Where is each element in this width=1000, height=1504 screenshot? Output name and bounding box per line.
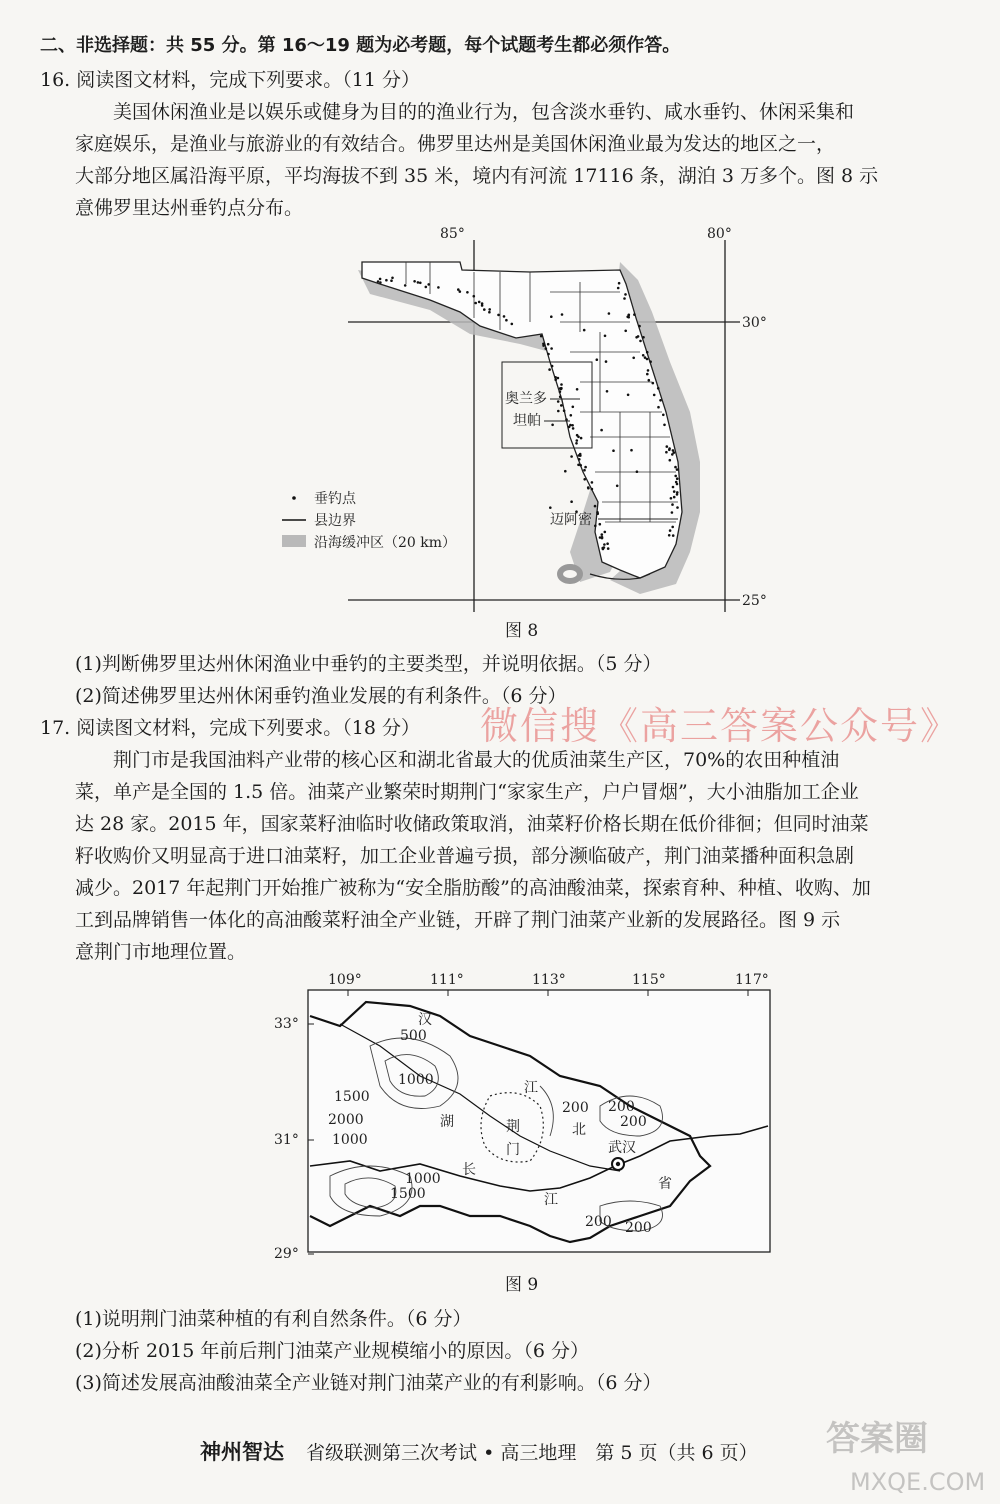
- fishing-point: [594, 525, 597, 528]
- q16-para-line: 大部分地区属沿海平原，平均海拔不到 35 米，境内有河流 17116 条，湖泊 3 万多个。图 8 示: [75, 165, 879, 187]
- fishing-point: [633, 313, 636, 316]
- fishing-point: [600, 429, 603, 432]
- contour-label: 200: [608, 1099, 635, 1115]
- map-char: 长: [462, 1162, 476, 1178]
- fishing-point: [572, 406, 575, 409]
- fishing-point: [636, 470, 639, 473]
- contour-label: 500: [400, 1028, 427, 1044]
- fishing-point: [511, 323, 514, 326]
- fishing-point: [637, 335, 640, 338]
- fishing-point: [474, 302, 477, 305]
- fishing-point: [676, 506, 679, 509]
- lat-label: 33°: [274, 1016, 299, 1032]
- fishing-point: [550, 315, 553, 318]
- lon-label: 117°: [735, 972, 769, 988]
- lon-label: 113°: [532, 972, 566, 988]
- q17-para-line: 达 28 家。2015 年，国家菜籽油临时收储政策取消，油菜籽价格长期在低价徘徊；但同时油菜: [75, 813, 869, 835]
- fishing-point: [478, 301, 481, 304]
- q16-para-line: 美国休闲渔业是以娱乐或健身为目的的渔业行为，包含淡水垂钓、咸水垂钓、休闲采集和: [113, 101, 855, 123]
- fishing-point: [591, 488, 594, 491]
- fishing-point: [657, 387, 660, 390]
- fishing-point: [604, 335, 607, 338]
- contour-label: 200: [585, 1214, 612, 1230]
- fishing-point: [540, 335, 543, 338]
- fishing-point: [630, 449, 633, 452]
- q17-sub-question: (3)简述发展高油酸油菜全产业链对荆门油菜产业的有利影响。（6 分）: [75, 1372, 662, 1394]
- map-char: 北: [572, 1122, 586, 1138]
- fishing-point: [551, 424, 554, 427]
- lon-label-85: 85°: [440, 226, 465, 242]
- fishing-point: [575, 442, 578, 445]
- fishing-point: [578, 458, 581, 461]
- fishing-point: [601, 536, 604, 539]
- fishing-point: [557, 400, 560, 403]
- map-frame: [308, 990, 770, 1252]
- fishing-point: [559, 396, 562, 399]
- legend-point-label: 垂钓点: [314, 491, 356, 507]
- fishing-point: [671, 503, 674, 506]
- map-char-jing: 荆: [506, 1119, 520, 1135]
- fishing-point: [417, 281, 420, 284]
- fishing-point: [560, 383, 563, 386]
- footer-text: 省级联测第三次考试 • 高三地理 第 5 页（共 6 页）: [306, 1442, 758, 1464]
- q16-para-line: 家庭娱乐，是渔业与旅游业的有效结合。佛罗里达州是美国休闲渔业最为发达的地区之一，: [75, 133, 836, 155]
- contour-label: 1500: [334, 1089, 370, 1105]
- fishing-point: [591, 481, 594, 484]
- contour-label: 2000: [328, 1112, 364, 1128]
- fishing-point: [639, 340, 642, 343]
- fishing-point: [391, 277, 394, 280]
- fishing-point: [570, 455, 573, 458]
- map-char: 江: [524, 1080, 538, 1096]
- fishing-point: [596, 511, 599, 514]
- fishing-point: [674, 466, 677, 469]
- fishing-point: [603, 543, 606, 546]
- fishing-point: [419, 282, 422, 285]
- fishing-point: [554, 376, 557, 379]
- fishing-point: [601, 533, 604, 536]
- page-footer: [200, 1436, 758, 1466]
- figure-8-caption: 图 8: [505, 621, 539, 641]
- map-char-men: 门: [506, 1142, 520, 1158]
- fishing-point: [642, 336, 645, 339]
- fishing-point: [638, 325, 641, 328]
- fishing-point: [413, 280, 416, 283]
- contour-label: 200: [562, 1100, 589, 1116]
- q17-para-line: 工到品牌销售一体化的高油酸菜籽油全产业链，开辟了荆门油菜产业新的发展路径。图 9 示: [75, 909, 841, 931]
- fishing-point: [481, 302, 484, 305]
- fishing-point: [559, 390, 562, 393]
- fishing-point: [583, 329, 586, 332]
- fishing-point: [569, 424, 572, 427]
- fishing-point: [579, 464, 582, 467]
- fishing-point: [560, 388, 563, 391]
- fishing-point: [390, 279, 393, 282]
- fishing-point: [572, 427, 575, 430]
- fishing-point: [377, 280, 380, 283]
- fishing-point: [427, 283, 430, 286]
- legend-buffer-icon: [282, 535, 306, 547]
- figure-9-caption: 图 9: [505, 1275, 539, 1295]
- fishing-point: [379, 281, 382, 284]
- fishing-point: [616, 485, 619, 488]
- florida-map: [280, 222, 800, 622]
- fishing-point: [580, 437, 583, 440]
- fishing-point: [605, 360, 608, 363]
- fishing-point: [646, 373, 649, 376]
- fishing-point: [551, 365, 554, 368]
- fishing-point: [557, 377, 560, 380]
- fishing-point: [662, 414, 665, 417]
- watermark-logo-text: 答案圈: [826, 1419, 928, 1459]
- fishing-point: [488, 308, 491, 311]
- fishing-point: [627, 394, 630, 397]
- fishing-point: [647, 369, 650, 372]
- q17-para-line: 菜，单产是全国的 1.5 倍。油菜产业繁荣时期荆门“家家生产，户户冒烟”，大小油脂加工企业: [75, 781, 859, 803]
- fishing-point: [571, 424, 574, 427]
- contour-label: 200: [625, 1220, 652, 1236]
- fishing-point: [642, 354, 645, 357]
- hubei-map: [270, 966, 790, 1276]
- fishing-point: [671, 526, 674, 529]
- lat-label: 29°: [274, 1246, 299, 1262]
- buffer-island: [560, 567, 580, 581]
- fishing-point: [596, 358, 599, 361]
- map-char: 江: [544, 1192, 558, 1208]
- legend-point-icon: [292, 496, 296, 500]
- map-char: 省: [658, 1176, 672, 1192]
- fishing-point: [594, 505, 597, 508]
- fishing-point: [466, 291, 469, 294]
- fishing-point: [652, 382, 655, 385]
- fishing-point: [576, 439, 579, 442]
- lon-label: 111°: [430, 972, 464, 988]
- fishing-point: [623, 297, 626, 300]
- fishing-point: [676, 491, 679, 494]
- section-header: 二、非选择题：共 55 分。第 16～19 题为必考题，每个试题考生都必须作答。: [40, 35, 681, 56]
- legend-buffer-label: 沿海缓冲区（20 km）: [314, 535, 457, 551]
- contour-label: 1000: [398, 1072, 434, 1088]
- fishing-point: [672, 449, 675, 452]
- fishing-point: [570, 500, 573, 503]
- contour-label: 1500: [390, 1186, 426, 1202]
- fishing-point: [563, 409, 566, 412]
- fishing-point: [606, 390, 609, 393]
- fishing-point: [671, 511, 674, 514]
- fishing-point: [557, 410, 560, 413]
- fishing-point: [648, 379, 651, 382]
- q16-sub-question: (1)判断佛罗里达州休闲渔业中垂钓的主要类型，并说明依据。（5 分）: [75, 653, 662, 675]
- fishing-point: [657, 406, 660, 409]
- lon-label: 115°: [632, 972, 666, 988]
- lon-label: 109°: [328, 972, 362, 988]
- fishing-point: [675, 481, 678, 484]
- fishing-point: [676, 468, 679, 471]
- q17-sub-question: (1)说明荆门油菜种植的有利自然条件。（6 分）: [75, 1308, 472, 1330]
- lat-label: 31°: [274, 1132, 299, 1148]
- fishing-point: [673, 496, 676, 499]
- fishing-point: [545, 347, 548, 350]
- map-char: 汉: [418, 1012, 432, 1028]
- fishing-point: [674, 475, 677, 478]
- fishing-point: [550, 347, 553, 350]
- lat-label-30: 30°: [742, 315, 767, 331]
- fishing-point: [659, 399, 662, 402]
- contour-label: 1000: [332, 1132, 368, 1148]
- fishing-point: [576, 388, 579, 391]
- fishing-point: [564, 470, 567, 473]
- contour-label: 200: [620, 1114, 647, 1130]
- fishing-point: [602, 548, 605, 551]
- fishing-point: [624, 293, 627, 296]
- q17-para-line: 籽收购价又明显高于进口油菜籽，加工企业普遍亏损，部分濒临破产，荆门油菜播种面积急剧: [75, 845, 855, 867]
- fishing-point: [666, 445, 669, 448]
- city-orlando: 奥兰多: [505, 391, 547, 407]
- footer-brand: 神州智达: [200, 1439, 284, 1464]
- fishing-point: [554, 378, 557, 381]
- q17-para-line: 意荆门市地理位置。: [75, 941, 247, 963]
- watermark-text: 微信搜《高三答案公众号》: [480, 704, 961, 748]
- fishing-point: [576, 434, 579, 437]
- fishing-point: [607, 547, 610, 550]
- fishing-point: [670, 497, 673, 500]
- fishing-point: [583, 478, 586, 481]
- q17-sub-question: (2)分析 2015 年前后荆门油菜产业规模缩小的原因。（6 分）: [75, 1340, 589, 1362]
- fishing-point: [473, 295, 476, 298]
- fishing-point: [646, 358, 649, 361]
- fishing-point: [587, 486, 590, 489]
- fishing-point: [437, 286, 440, 289]
- fishing-point: [649, 360, 652, 363]
- fishing-point: [560, 404, 563, 407]
- fishing-point: [584, 466, 587, 469]
- fishing-point: [668, 449, 671, 452]
- lat-label-25: 25°: [742, 593, 767, 609]
- fishing-point: [570, 414, 573, 417]
- fishing-point: [577, 464, 580, 467]
- fishing-point: [606, 542, 609, 545]
- q17-title: 17. 阅读图文材料，完成下列要求。（18 分）: [40, 717, 420, 739]
- legend-line-label: 县边界: [314, 513, 356, 529]
- fishing-point: [599, 523, 602, 526]
- fishing-point: [385, 279, 388, 282]
- q16-sub-question: (2)简述佛罗里达州休闲垂钓渔业发展的有利条件。（6 分）: [75, 685, 567, 707]
- fishing-point: [604, 531, 607, 534]
- fishing-point: [505, 319, 508, 322]
- fishing-point: [627, 314, 630, 317]
- city-miami: 迈阿密: [550, 512, 592, 528]
- q16-para-line: 意佛罗里达州垂钓点分布。: [75, 197, 304, 219]
- fishing-point: [547, 343, 550, 346]
- city-wuhan: 武汉: [608, 1140, 636, 1156]
- fishing-point: [379, 278, 382, 281]
- lon-label-80: 80°: [707, 226, 732, 242]
- q16-title: 16. 阅读图文材料，完成下列要求。（11 分）: [40, 69, 420, 91]
- fishing-point: [646, 351, 649, 354]
- fishing-point: [624, 330, 627, 333]
- fishing-point: [669, 459, 672, 462]
- wuhan-marker-dot: [616, 1162, 620, 1166]
- watermark-logo-url: MXQE.COM: [850, 1468, 986, 1496]
- q17-para-line: 荆门市是我国油料产业带的核心区和湖北省最大的优质油菜生产区，70%的农田种植油: [113, 749, 840, 771]
- fishing-point: [632, 357, 635, 360]
- fishing-point: [671, 453, 674, 456]
- fishing-point: [459, 290, 462, 293]
- fishing-point: [425, 286, 428, 289]
- fishing-point: [673, 490, 676, 493]
- fishing-point: [668, 534, 671, 537]
- fishing-point: [618, 282, 621, 285]
- fishing-point: [503, 315, 506, 318]
- fishing-point: [608, 312, 611, 315]
- fishing-point: [561, 313, 564, 316]
- fishing-point: [663, 424, 666, 427]
- fishing-point: [672, 534, 675, 537]
- fishing-point: [672, 486, 675, 489]
- fishing-point: [665, 451, 668, 454]
- fishing-point: [583, 469, 586, 472]
- watermark-logo: [820, 1410, 990, 1500]
- fishing-point: [549, 506, 552, 509]
- fishing-point: [612, 449, 615, 452]
- city-tampa: 坦帕: [513, 413, 541, 429]
- fishing-point: [547, 353, 550, 356]
- fishing-point: [404, 284, 407, 287]
- q17-para-line: 减少。2017 年起荆门开始推广被称为“安全脂肪酸”的高油酸油菜，探索育种、种植、收购、加: [75, 877, 871, 899]
- contour-label: 1000: [405, 1171, 441, 1187]
- fishing-point: [548, 368, 551, 371]
- fishing-point: [542, 344, 545, 347]
- fishing-point: [488, 311, 491, 314]
- fishing-point: [483, 308, 486, 311]
- fishing-point: [579, 454, 582, 457]
- fishing-point: [669, 529, 672, 532]
- fishing-point: [653, 394, 656, 397]
- map-char: 湖: [440, 1114, 454, 1130]
- fishing-point: [617, 287, 620, 290]
- fishing-point: [497, 314, 500, 317]
- fishing-point: [676, 477, 679, 480]
